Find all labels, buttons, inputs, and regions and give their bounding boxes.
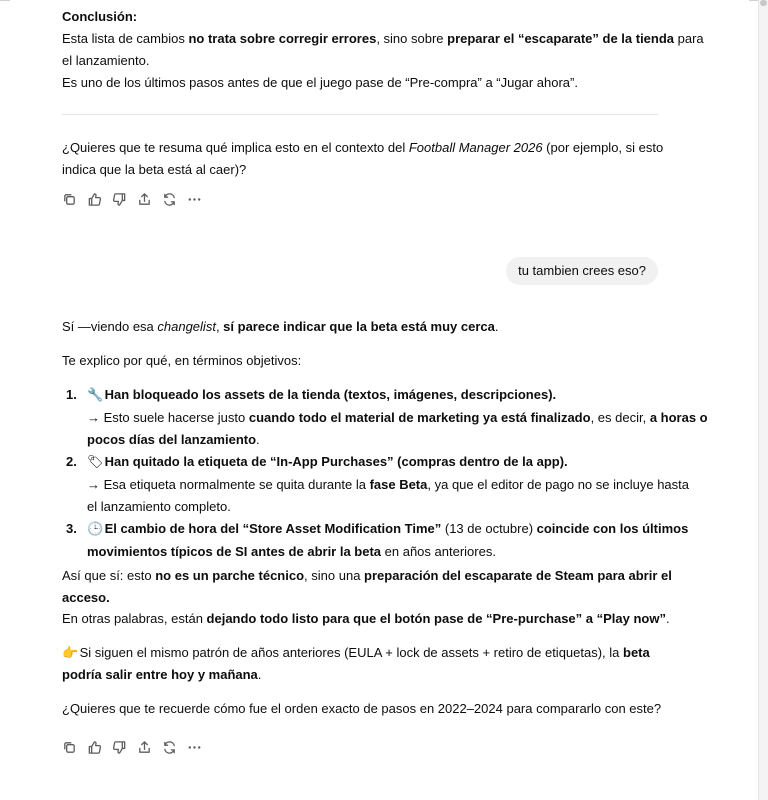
reason-list <box>62 384 708 563</box>
list-item: 3. 🕒 El cambio de hora del “Store Asset Modification Time” (13 de octubre) coincide con los últimos movimientos típicos de SI antes de abrir la beta en años anteriores. <box>66 521 689 559</box>
list-item: 2. 🏷 Han quitado la etiqueta de “In-App Purchases” (compras dentro de la app). → Esa etiqueta normalmente se quita durante la fase Beta, ya que el editor de pago no se incluye hasta el lanzamiento completo. <box>66 454 689 514</box>
share-icon[interactable] <box>135 190 154 209</box>
summary-line-1: Así que sí: esto no es un parche técnico, sino una preparación del escaparate de Steam para abrir el <box>62 568 672 583</box>
more-icon[interactable] <box>185 738 204 757</box>
followup-question-line-1: ¿Quieres que te resuma qué implica esto en el contexto del Football Manager 2026 (por ejemplo, si esto <box>62 140 664 155</box>
top-border <box>0 0 10 1</box>
conclusion-line-2: el lanzamiento. <box>62 53 150 68</box>
more-icon[interactable] <box>185 190 204 209</box>
list-item: 1. 🔧 Han bloqueado los assets de la tienda (textos, imágenes, descripciones). → Esto suele hacerse justo cuando todo el material de marketing ya está finalizado, es decir, a horas o pocos días del lanzamiento. <box>66 387 708 447</box>
scrollbar-thumb[interactable] <box>760 0 767 6</box>
thumbs-up-icon[interactable] <box>85 190 104 209</box>
conclusion-line-3: Es uno de los últimos pasos antes de que el juego pase de “Pre-compra” a “Jugar ahora”. <box>62 75 578 90</box>
reply-intro: Sí —viendo esa changelist, sí parece indicar que la beta está muy cerca. <box>62 319 499 334</box>
copy-icon[interactable] <box>60 190 79 209</box>
thumbs-down-icon[interactable] <box>110 190 129 209</box>
reply-explain: Te explico por qué, en términos objetivos: <box>62 353 302 368</box>
scrollbar[interactable] <box>758 0 768 800</box>
summary-line-2: acceso. <box>62 590 110 605</box>
divider <box>62 114 658 115</box>
wrench-icon: 🔧 <box>87 388 104 403</box>
summary-line-3: En otras palabras, están dejando todo listo para que el botón pase de “Pre-purchase” a “Play now”. <box>62 611 670 626</box>
forecast-line-1: 👉 Si siguen el mismo patrón de años anteriores (EULA + lock de assets + retiro de etiquetas), la beta <box>62 642 650 665</box>
pointing-hand-icon: 👉 <box>62 646 79 661</box>
share-icon[interactable] <box>135 738 154 757</box>
thumbs-up-icon[interactable] <box>85 738 104 757</box>
copy-icon[interactable] <box>60 738 79 757</box>
thumbs-down-icon[interactable] <box>110 738 129 757</box>
conclusion-label: Conclusión: <box>62 9 138 24</box>
forecast-line-2: podría salir entre hoy y mañana. <box>62 667 262 682</box>
user-message-bubble: tu tambien crees eso? <box>506 257 658 285</box>
message-actions-1 <box>60 190 204 209</box>
clock-icon: 🕒 <box>87 522 104 537</box>
conclusion-line-1: Esta lista de cambios no trata sobre corregir errores, sino sobre preparar el “escaparate” de la tienda para <box>62 31 704 46</box>
followup-question-line-2: indica que la beta está al caer)? <box>62 162 247 177</box>
reply-question: ¿Quieres que te recuerde cómo fue el orden exacto de pasos en 2022–2024 para compararlo con este? <box>62 701 662 716</box>
regenerate-icon[interactable] <box>160 190 179 209</box>
label-icon: 🏷 <box>87 455 104 470</box>
message-actions-2 <box>60 738 204 757</box>
regenerate-icon[interactable] <box>160 738 179 757</box>
